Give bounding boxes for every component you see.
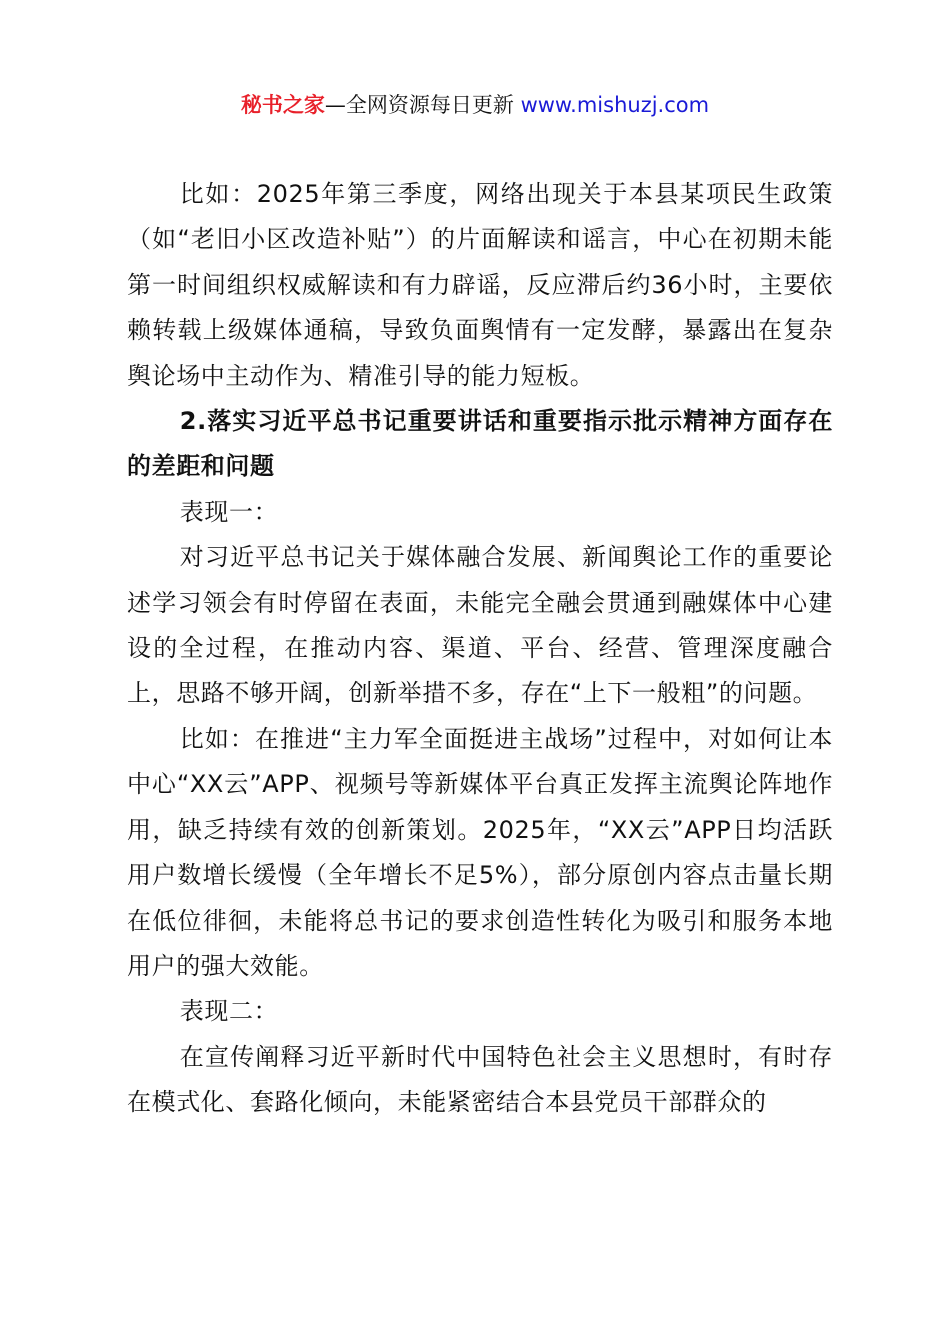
site-header — [0, 90, 950, 120]
paragraph-label-one: 表现一： — [179, 497, 279, 526]
paragraph-example-rumor: 比如：2025年第三季度，网络出现关于本县某项民生政策（如“老旧小区改造补贴”）的片面解读和谣言，中心在初期未能第一时间组织权威解读和有力辟谣，反应滞后约36小时，主要依赖转载上级媒体通稿，导致负面舆情有一定发酵，暴露出在复杂舆论场中主动作为、精准引导的能力短板。 — [127, 180, 833, 390]
section-heading: 2.落实习近平总书记重要讲话和重要指示批示精神方面存在的差距和问题 — [127, 407, 833, 481]
paragraph-issue-two: 在宣传阐释习近平新时代中国特色社会主义思想时，有时存在模式化、套路化倾向，未能紧密结合本县党员干部群众的 — [127, 1042, 833, 1117]
paragraph-label-two: 表现二： — [179, 997, 279, 1026]
site-url-link[interactable]: www.mishuzj.com — [520, 93, 710, 117]
brand-name: 秘书之家 — [240, 93, 325, 117]
header-tagline: —全网资源每日更新 — [324, 93, 521, 117]
paragraph-issue-one: 对习近平总书记关于媒体融合发展、新闻舆论工作的重要论述学习领会有时停留在表面，未能完全融会贯通到融媒体中心建设的全过程，在推动内容、渠道、平台、经营、管理深度融合上，思路不够开阔，创新举措不多，存在“上下一般粗”的问题。 — [127, 543, 833, 708]
document-body — [127, 172, 833, 1126]
paragraph-example-app: 比如：在推进“主力军全面挺进主战场”过程中，对如何让本中心“XX云”APP、视频号等新媒体平台真正发挥主流舆论阵地作用，缺乏持续有效的创新策划。2025年，“XX云”APP日均活跃用户数增长缓慢（全年增长不足5%），部分原创内容点击量长期在低位徘徊，未能将总书记的要求创造性转化为吸引和服务本地用户的强大效能。 — [127, 724, 833, 980]
